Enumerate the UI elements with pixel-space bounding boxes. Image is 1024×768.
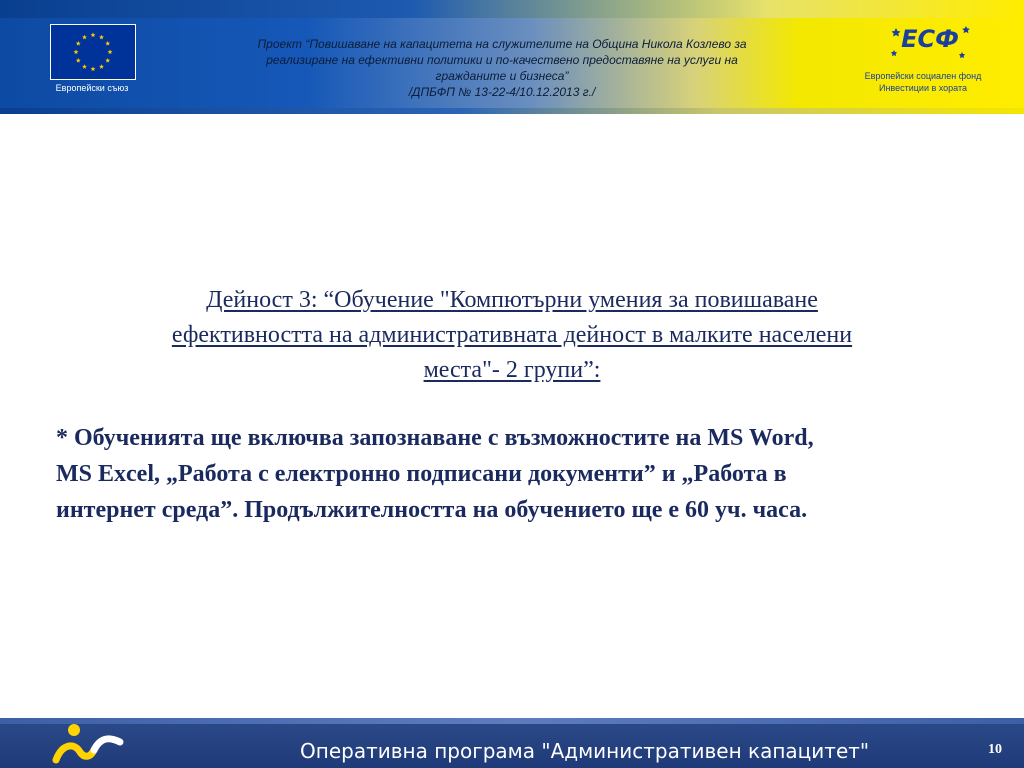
activity-title-line: Дейност 3: “Обучение "Компютърни умения за повишаване (206, 287, 818, 313)
activity-title-line: ефективността на административната дейност в малките населени (171, 322, 853, 348)
eu-star (82, 64, 87, 69)
project-line: реализиране на ефективни политики и по-качествено предоставяне на услуги на (266, 53, 738, 67)
esf-label-line: Европейски социален фонд (864, 71, 982, 81)
footer-sheen (0, 718, 1024, 724)
activity-title (60, 283, 964, 388)
header-top-band (0, 0, 1024, 18)
eu-flag-icon (50, 24, 136, 80)
eu-label: Европейски съюз (55, 83, 129, 93)
activity-title-line: места"- 2 групи”: (423, 357, 601, 383)
training-line: MS Excel, „Работа с електронно подписани документи” и „Работа в (56, 461, 787, 487)
eu-star (105, 58, 110, 63)
page-number: 10 (988, 742, 1002, 757)
esf-label-line: Инвестиции в хората (878, 83, 967, 93)
project-line: гражданите и бизнеса” (435, 69, 569, 83)
header-bottom-line (0, 108, 1024, 114)
eu-star (82, 35, 87, 40)
eu-star (76, 41, 81, 46)
esf-label (858, 70, 988, 94)
project-description (178, 36, 826, 100)
eu-star (105, 41, 110, 46)
project-line: /ДПБФП № 13-22-4/10.12.2013 г./ (408, 85, 596, 99)
eu-star (91, 32, 96, 37)
training-description (56, 420, 976, 528)
esf-logo-text: ЕСФ (901, 25, 959, 53)
eu-star (108, 49, 113, 54)
eu-stars-icon (51, 25, 135, 79)
project-line: Проект “Повишаване на капацитета на служителите на Община Никола Козлево за (257, 37, 747, 51)
eu-star (99, 64, 104, 69)
operational-programme-logo-icon (50, 722, 130, 768)
training-line: * Обученията ще включва запознаване с възможностите на MS Word, (56, 425, 814, 451)
eu-star (91, 66, 96, 71)
eu-star (99, 35, 104, 40)
eu-star (74, 49, 79, 54)
eu-star (76, 58, 81, 63)
esf-logo (858, 22, 988, 98)
program-title: Оперативна програма "Административен капацитет" (300, 739, 870, 763)
training-line: интернет среда”. Продължителността на обучението ще е 60 уч. часа. (56, 497, 808, 523)
header-banner (0, 0, 1024, 114)
eu-logo (44, 24, 140, 98)
